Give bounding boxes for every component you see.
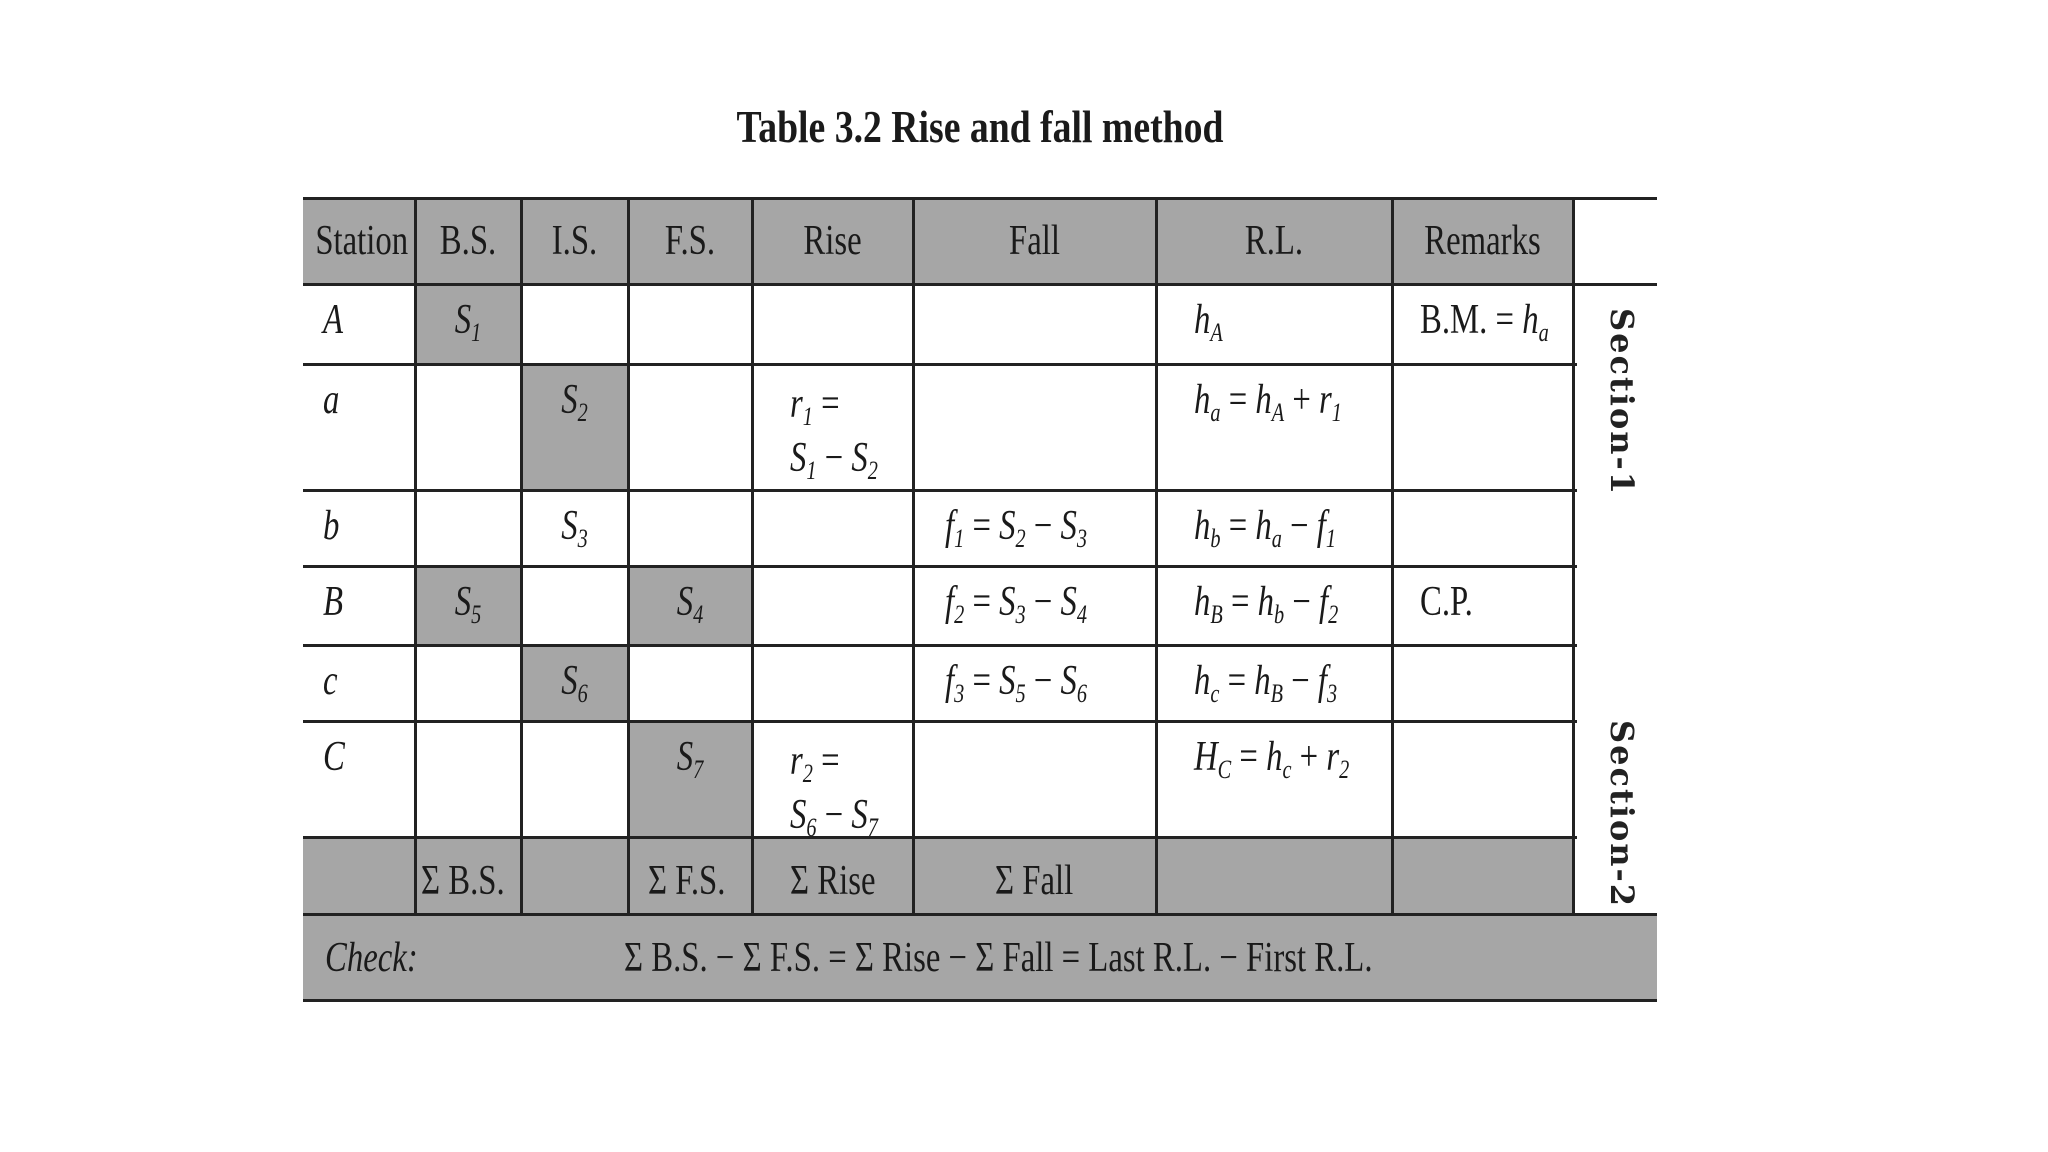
sum-rise: Σ Rise xyxy=(790,858,876,904)
column-header: R.L. xyxy=(1244,218,1304,264)
rule xyxy=(414,199,417,914)
sum-fall: Σ Fall xyxy=(995,858,1074,904)
rule xyxy=(627,199,630,914)
fall-value: $f_1 = S_2 - S_3$ xyxy=(945,503,1088,553)
table-title: Table 3.2 Rise and fall method xyxy=(736,101,1224,152)
rule xyxy=(1155,199,1158,914)
fall-value: $f_2 = S_3 - S_4$ xyxy=(945,579,1088,629)
rise-value: $S_1 - S_2$ xyxy=(790,435,878,485)
fs-value: $S_7$ xyxy=(676,734,704,784)
column-header: B.S. xyxy=(439,218,497,264)
station-cell: b xyxy=(323,503,340,549)
rl-value: $h_c = h_B - f_3$ xyxy=(1194,658,1338,708)
rule xyxy=(303,565,1577,568)
rule xyxy=(303,720,1577,723)
sum-cell xyxy=(1392,837,1573,914)
rl-value: $h_a = h_A + r_1$ xyxy=(1194,377,1342,427)
sum-bs: Σ B.S. xyxy=(421,858,505,904)
check-equation: Σ B.S. − Σ F.S. = Σ Rise − Σ Fall = Last R.L. − First R.L. xyxy=(624,935,1373,981)
section-1-label: Section-1 xyxy=(1603,308,1641,497)
rise-value: $S_6 - S_7$ xyxy=(790,792,878,842)
fall-value: $f_3 = S_5 - S_6$ xyxy=(945,658,1088,708)
rule xyxy=(520,199,523,914)
rule xyxy=(1572,199,1575,914)
is-value: $S_6$ xyxy=(561,658,588,708)
station-cell: a xyxy=(323,377,340,423)
bs-value: $S_5$ xyxy=(454,579,482,629)
column-header: Station xyxy=(315,218,409,264)
station-cell: c xyxy=(323,658,338,704)
sum-cell xyxy=(521,837,628,914)
remarks-value: B.M. = $h_a$ xyxy=(1420,297,1549,347)
rule xyxy=(303,644,1577,647)
rule xyxy=(303,913,1657,916)
rule xyxy=(303,999,1657,1002)
station-cell: B xyxy=(323,579,344,625)
bs-value: $S_1$ xyxy=(454,297,482,347)
rule xyxy=(912,199,915,914)
sum-cell xyxy=(1156,837,1392,914)
rule xyxy=(751,199,754,914)
column-header: Remarks xyxy=(1424,218,1541,264)
sum-cell xyxy=(303,837,415,914)
rise-value: $r_1$ = xyxy=(790,381,840,431)
rule xyxy=(303,489,1577,492)
is-value: $S_2$ xyxy=(561,377,588,427)
station-cell: C xyxy=(323,734,345,780)
remarks-value: C.P. xyxy=(1420,579,1473,625)
rl-value: $h_b = h_a - f_1$ xyxy=(1194,503,1337,553)
station-cell: A xyxy=(323,297,344,343)
is-value: $S_3$ xyxy=(561,503,588,553)
section-2-label: Section-2 xyxy=(1603,720,1641,909)
sum-fs: Σ F.S. xyxy=(648,858,726,904)
column-header: Rise xyxy=(803,218,862,264)
column-header: I.S. xyxy=(551,218,598,264)
column-header: Fall xyxy=(1009,218,1060,264)
rule xyxy=(303,363,1577,366)
rl-value: $h_B = h_b - f_2$ xyxy=(1194,579,1339,629)
rl-value: $h_A$ xyxy=(1194,297,1223,347)
check-label: Check: xyxy=(325,935,418,981)
rule xyxy=(303,197,1657,200)
rule xyxy=(303,283,1657,286)
rl-value: $H_C = h_c + r_2$ xyxy=(1194,734,1350,784)
rise-value: $r_2$ = xyxy=(790,738,840,788)
rule xyxy=(303,836,1577,839)
rule xyxy=(1391,199,1394,914)
fs-value: $S_4$ xyxy=(676,579,704,629)
column-header: F.S. xyxy=(664,218,716,264)
